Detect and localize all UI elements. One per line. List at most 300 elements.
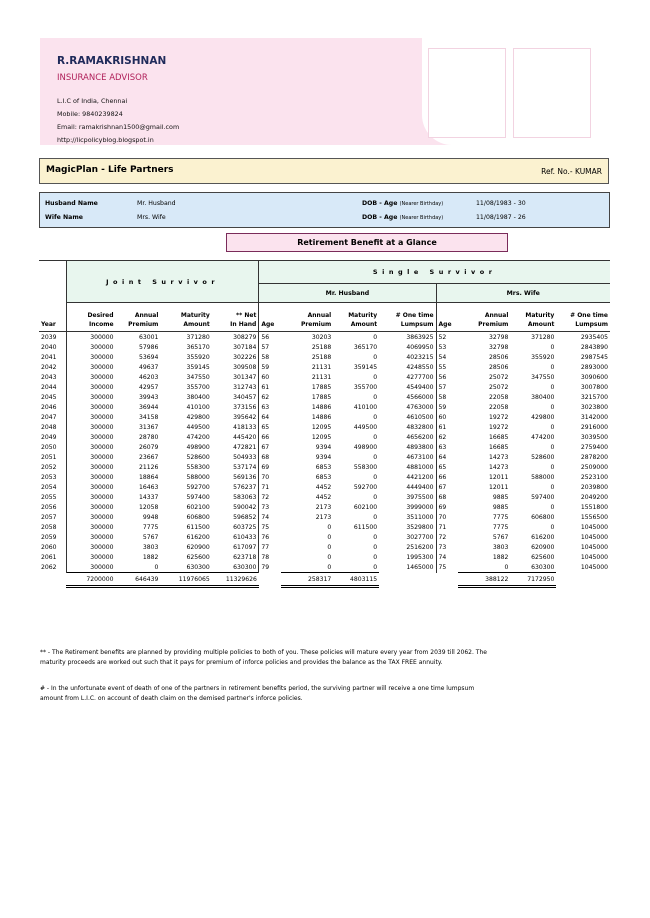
wife-name: Mrs. Wife (137, 214, 166, 221)
table-cell: 4656200 (379, 432, 436, 442)
table-row (39, 482, 610, 492)
table-cell: 67 (438, 483, 447, 491)
table-cell: 623718 (212, 552, 259, 562)
note-death-line2: amount from L.I.C. on account of death claim on the demised partner's inforce policies. (40, 694, 303, 702)
table-cell: 3975500 (379, 492, 436, 502)
table-cell: 52 (438, 333, 447, 341)
table-cell: 300000 (66, 542, 115, 552)
table-cell: 0 (373, 533, 378, 541)
table-cell: 2059 (41, 533, 57, 541)
table-cell: 474200 (186, 433, 210, 441)
table-row (39, 412, 610, 422)
advisor-company: L.I.C of India, Chennai (57, 97, 128, 105)
table-cell: 12095 (311, 423, 332, 431)
table-cell: 0 (327, 553, 332, 561)
table-cell: 2759400 (580, 443, 608, 451)
table-cell: 2062 (41, 563, 57, 571)
total-spacer (39, 573, 66, 587)
table-cell: 4452 (315, 483, 332, 491)
table-cell: 1045000 (580, 533, 608, 541)
photo-placeholder-right (513, 48, 591, 138)
table-cell: 300000 (66, 412, 115, 422)
table-cell: 14273 (489, 453, 509, 461)
table-cell: 1045000 (580, 523, 608, 531)
table-cell: 576237 (212, 482, 259, 492)
table-cell: 365170 (186, 343, 210, 351)
table-cell: 0 (550, 363, 555, 371)
wife-label: Wife Name (45, 214, 83, 221)
col-h-age: Age (259, 303, 281, 332)
table-cell: 2916000 (580, 423, 608, 431)
table-row (39, 452, 610, 462)
advisor-blog[interactable]: http://licpolicyblog.blogspot.in (57, 136, 154, 144)
husband-name: Mr. Husband (137, 200, 176, 207)
table-cell: 36944 (139, 403, 159, 411)
note-death-line1: # - In the unfortunate event of death of one of the partners in retirement benefits period, the surviving partner will receive a one time lumpsum (40, 685, 475, 692)
table-cell: 588000 (531, 473, 555, 481)
table-cell: 2053 (41, 473, 57, 481)
col-w-age: Age (436, 303, 458, 332)
total-w-maturity: 7172950 (510, 573, 556, 587)
table-row (39, 532, 610, 542)
table-cell: 12058 (139, 503, 159, 511)
table-row (39, 502, 610, 512)
table-cell: 1556500 (580, 513, 608, 521)
table-cell: 0 (373, 453, 378, 461)
totals-row (39, 573, 610, 587)
table-cell: 2045 (41, 393, 57, 401)
table-cell: 2055 (41, 493, 57, 501)
table-cell: 3511000 (379, 512, 436, 522)
table-cell: 4069950 (379, 342, 436, 352)
table-cell: 18864 (139, 473, 159, 481)
customer-details (39, 192, 610, 228)
table-cell: 558300 (353, 463, 378, 471)
table-cell: 2893000 (580, 363, 608, 371)
table-cell: 616200 (531, 533, 555, 541)
table-cell: 347550 (186, 373, 210, 381)
table-cell: 0 (550, 403, 555, 411)
total-desired: 7200000 (66, 573, 115, 587)
husband-subheader: Mr. Husband (259, 284, 436, 303)
table-cell: 418133 (212, 422, 259, 432)
table-cell: 58 (438, 393, 447, 401)
table-cell: 1045000 (580, 543, 608, 551)
table-cell: 0 (327, 563, 332, 571)
table-cell: 498900 (353, 443, 378, 451)
table-cell: 474200 (531, 433, 555, 441)
table-cell: 74 (438, 553, 447, 561)
table-cell: 606800 (186, 513, 210, 521)
table-cell: 25072 (489, 383, 509, 391)
table-cell: 537174 (212, 462, 259, 472)
table-row (39, 442, 610, 452)
total-spacer (436, 573, 458, 587)
table-cell: 3803 (142, 543, 159, 551)
table-cell: 2843890 (580, 343, 608, 351)
table-cell: 0 (373, 543, 378, 551)
table-cell: 0 (550, 523, 555, 531)
table-cell: 365170 (353, 343, 378, 351)
table-cell: 4277700 (379, 372, 436, 382)
table-cell: 49637 (139, 363, 159, 371)
table-cell: 300000 (66, 372, 115, 382)
table-cell: 75 (261, 523, 270, 531)
table-row (39, 372, 610, 382)
section-banner: Retirement Benefit at a Glance (226, 233, 508, 252)
table-cell: 72 (261, 493, 270, 501)
table-cell: 0 (373, 393, 378, 401)
table-cell: 3023800 (580, 403, 608, 411)
table-cell: 0 (373, 493, 378, 501)
table-cell: 528600 (186, 453, 210, 461)
table-cell: 588000 (186, 473, 210, 481)
total-spacer (556, 573, 610, 587)
table-cell: 9394 (315, 453, 332, 461)
table-row (39, 352, 610, 362)
table-cell: 53 (438, 343, 447, 351)
table-cell: 0 (504, 563, 509, 571)
col-h-premium: Annual Premium (281, 303, 334, 332)
table-cell: 300000 (66, 442, 115, 452)
table-cell: 62 (261, 393, 270, 401)
table-row (39, 462, 610, 472)
table-cell: 355700 (186, 383, 210, 391)
table-cell: 630300 (212, 562, 259, 573)
table-cell: 71 (438, 523, 447, 531)
table-cell: 12011 (489, 483, 509, 491)
table-cell: 2509000 (580, 463, 608, 471)
table-cell: 22058 (489, 393, 509, 401)
plan-bar (39, 158, 609, 184)
table-cell: 60 (438, 413, 447, 421)
table-cell: 616200 (186, 533, 210, 541)
table-cell: 32798 (489, 343, 509, 351)
table-cell: 73 (261, 503, 270, 511)
table-cell: 69 (261, 463, 270, 471)
col-w-maturity: Maturity Amount (510, 303, 556, 332)
table-cell: 62 (438, 433, 447, 441)
table-cell: 355920 (531, 353, 555, 361)
table-cell: 625600 (531, 553, 555, 561)
table-cell: 34158 (139, 413, 159, 421)
table-cell: 25072 (489, 373, 509, 381)
table-row (39, 422, 610, 432)
table-cell: 54 (438, 353, 447, 361)
table-cell: 30203 (311, 333, 332, 341)
table-cell: 300000 (66, 522, 115, 532)
plan-title: MagicPlan - Life Partners (46, 165, 174, 175)
table-cell: 14273 (489, 463, 509, 471)
table-cell: 57986 (139, 343, 159, 351)
table-row (39, 392, 610, 402)
table-cell: 14886 (311, 413, 332, 421)
table-cell: 4673100 (379, 452, 436, 462)
table-cell: 19272 (489, 413, 509, 421)
table-cell: 592700 (186, 483, 210, 491)
table-cell: 2051 (41, 453, 57, 461)
table-cell: 410100 (353, 403, 378, 411)
table-cell: 3027700 (379, 532, 436, 542)
advisor-email[interactable]: Email: ramakrishnan1500@gmail.com (57, 123, 180, 131)
table-cell: 26079 (139, 443, 159, 451)
table-cell: 1551800 (580, 503, 608, 511)
table-cell: 12095 (311, 433, 332, 441)
table-cell: 63 (261, 403, 270, 411)
table-cell: 3215700 (580, 393, 608, 401)
table-cell: 76 (261, 533, 270, 541)
table-cell: 5767 (492, 533, 509, 541)
table-cell: 3142000 (580, 413, 608, 421)
table-row (39, 512, 610, 522)
table-cell: 371280 (531, 333, 555, 341)
table-cell: 4832800 (379, 422, 436, 432)
table-cell: 583063 (212, 492, 259, 502)
table-cell: 0 (373, 473, 378, 481)
table-row (39, 492, 610, 502)
table-cell: 300000 (66, 342, 115, 352)
table-cell: 558300 (186, 463, 210, 471)
table-cell: 340457 (212, 392, 259, 402)
photo-placeholder-left (428, 48, 506, 138)
table-cell: 4449400 (379, 482, 436, 492)
table-cell: 300000 (66, 492, 115, 502)
table-cell: 53694 (139, 353, 159, 361)
table-cell: 630300 (186, 563, 210, 571)
table-cell: 569136 (212, 472, 259, 482)
table-cell: 67 (261, 443, 270, 451)
table-cell: 355700 (353, 383, 378, 391)
table-cell: 300000 (66, 462, 115, 472)
table-cell: 16685 (489, 443, 509, 451)
table-cell: 3529800 (379, 522, 436, 532)
table-cell: 4763000 (379, 402, 436, 412)
table-cell: 9948 (142, 513, 159, 521)
table-cell: 1465000 (379, 562, 436, 573)
table-cell: 56 (261, 333, 270, 341)
table-cell: 2050 (41, 443, 57, 451)
table-cell: 300000 (66, 382, 115, 392)
table-cell: 0 (327, 523, 332, 531)
table-cell: 4893800 (379, 442, 436, 452)
table-cell: 300000 (66, 482, 115, 492)
table-cell: 2057 (41, 513, 57, 521)
note-death-claim (40, 684, 530, 703)
wife-dob-label: DOB - Age (Nearer Birthday) (362, 214, 444, 221)
table-cell: 68 (438, 493, 447, 501)
table-cell: 410100 (186, 403, 210, 411)
table-cell: 1045000 (580, 553, 608, 561)
table-cell: 42957 (139, 383, 159, 391)
table-cell: 359145 (186, 363, 210, 371)
table-cell: 3803 (492, 543, 509, 551)
table-cell: 2935405 (580, 333, 608, 341)
table-cell: 309508 (212, 362, 259, 372)
table-cell: 2043 (41, 373, 57, 381)
table-cell: 72 (438, 533, 447, 541)
table-cell: 14337 (139, 493, 159, 501)
total-w-premium: 388122 (458, 573, 511, 587)
total-h-maturity: 4803115 (333, 573, 379, 587)
table-cell: 23667 (139, 453, 159, 461)
table-cell: 2056 (41, 503, 57, 511)
table-cell: 2044 (41, 383, 57, 391)
table-cell: 19272 (489, 423, 509, 431)
table-cell: 610433 (212, 532, 259, 542)
table-row (39, 552, 610, 562)
table-cell: 28506 (489, 363, 509, 371)
table-row (39, 402, 610, 412)
table-row (39, 542, 610, 552)
table-cell: 4881000 (379, 462, 436, 472)
table-cell: 17885 (311, 393, 332, 401)
advisor-mobile: Mobile: 9840239824 (57, 110, 123, 118)
col-desired: Desired Income (66, 303, 115, 332)
table-cell: 611500 (353, 523, 378, 531)
table-cell: 21131 (311, 363, 332, 371)
table-cell: 300000 (66, 562, 115, 573)
table-cell: 57 (261, 343, 270, 351)
table-cell: 0 (550, 463, 555, 471)
table-cell: 2047 (41, 413, 57, 421)
table-cell: 300000 (66, 552, 115, 562)
table-cell: 25188 (311, 353, 332, 361)
table-cell: 301347 (212, 372, 259, 382)
table-cell: 625600 (186, 553, 210, 561)
table-cell: 308279 (212, 332, 259, 343)
table-cell: 4566000 (379, 392, 436, 402)
table-row (39, 522, 610, 532)
table-cell: 57 (438, 383, 447, 391)
table-cell: 2516200 (379, 542, 436, 552)
table-cell: 0 (550, 383, 555, 391)
table-cell: 504933 (212, 452, 259, 462)
table-row (39, 332, 610, 343)
table-cell: 69 (438, 503, 447, 511)
table-cell: 78 (261, 553, 270, 561)
total-spacer (259, 573, 281, 587)
table-cell: 300000 (66, 332, 115, 343)
table-cell: 395642 (212, 412, 259, 422)
table-cell: 300000 (66, 362, 115, 372)
table-cell: 12011 (489, 473, 509, 481)
table-cell: 4023215 (379, 352, 436, 362)
table-cell: 64 (261, 413, 270, 421)
table-cell: 65 (438, 463, 447, 471)
table-cell: 55 (438, 363, 447, 371)
table-cell: 17885 (311, 383, 332, 391)
table-cell: 73 (438, 543, 447, 551)
table-cell: 355920 (186, 353, 210, 361)
table-cell: 528600 (531, 453, 555, 461)
table-cell: 74 (261, 513, 270, 521)
col-maturity: Maturity Amount (160, 303, 211, 332)
plan-ref: Ref. No.- KUMAR (541, 167, 602, 176)
table-cell: 606800 (531, 513, 555, 521)
table-row (39, 432, 610, 442)
table-cell: 2046 (41, 403, 57, 411)
table-cell: 2052 (41, 463, 57, 471)
table-cell: 300000 (66, 532, 115, 542)
col-net: ** Net In Hand (212, 303, 259, 332)
table-cell: 25188 (311, 343, 332, 351)
table-cell: 597400 (186, 493, 210, 501)
table-cell: 58 (261, 353, 270, 361)
table-cell: 14886 (311, 403, 332, 411)
table-cell: 0 (154, 563, 159, 571)
joint-survivor-header: Joint Survivor (66, 261, 259, 303)
table-cell: 0 (550, 503, 555, 511)
advisor-name: R.RAMAKRISHNAN (57, 55, 167, 67)
table-cell: 2523100 (580, 473, 608, 481)
table-cell: 0 (373, 373, 378, 381)
table-cell: 75 (438, 563, 447, 571)
table-cell: 63001 (139, 333, 159, 341)
table-cell: 0 (373, 333, 378, 341)
benefit-table (39, 260, 610, 588)
table-cell: 71 (261, 483, 270, 491)
table-cell: 449500 (353, 423, 378, 431)
table-cell: 70 (438, 513, 447, 521)
table-cell: 39943 (139, 393, 159, 401)
table-cell: 2987545 (580, 353, 608, 361)
table-cell: 0 (373, 553, 378, 561)
table-cell: 2042 (41, 363, 57, 371)
table-cell: 0 (550, 443, 555, 451)
table-cell: 302226 (212, 352, 259, 362)
table-cell: 4610500 (379, 412, 436, 422)
table-cell: 66 (261, 433, 270, 441)
year-spacer-2 (39, 284, 66, 303)
table-cell: 59 (261, 363, 270, 371)
table-cell: 21131 (311, 373, 332, 381)
total-spacer (379, 573, 436, 587)
table-cell: 300000 (66, 402, 115, 412)
table-cell: 359145 (353, 363, 378, 371)
col-h-maturity: Maturity Amount (333, 303, 379, 332)
table-cell: 60 (261, 373, 270, 381)
table-cell: 380400 (531, 393, 555, 401)
table-cell: 300000 (66, 472, 115, 482)
advisor-role: INSURANCE ADVISOR (57, 73, 148, 83)
table-cell: 611500 (186, 523, 210, 531)
table-cell: 300000 (66, 512, 115, 522)
table-cell: 603725 (212, 522, 259, 532)
table-cell: 449500 (186, 423, 210, 431)
table-cell: 0 (327, 533, 332, 541)
table-cell: 597400 (531, 493, 555, 501)
table-cell: 9885 (492, 503, 509, 511)
husband-label: Husband Name (45, 200, 98, 207)
table-cell: 300000 (66, 392, 115, 402)
table-cell: 0 (373, 563, 378, 571)
table-cell: 3090600 (580, 373, 608, 381)
table-cell: 300000 (66, 502, 115, 512)
table-cell: 1045000 (580, 563, 608, 571)
total-net: 11329626 (212, 573, 259, 587)
table-cell: 61 (438, 423, 447, 431)
table-cell: 61 (261, 383, 270, 391)
total-h-premium: 258317 (281, 573, 334, 587)
table-cell: 4452 (315, 493, 332, 501)
total-maturity: 11976065 (160, 573, 211, 587)
table-cell: 68 (261, 453, 270, 461)
table-cell: 300000 (66, 422, 115, 432)
table-cell: 0 (373, 513, 378, 521)
table-cell: 2040 (41, 343, 57, 351)
table-cell: 373156 (212, 402, 259, 412)
table-cell: 498900 (186, 443, 210, 451)
